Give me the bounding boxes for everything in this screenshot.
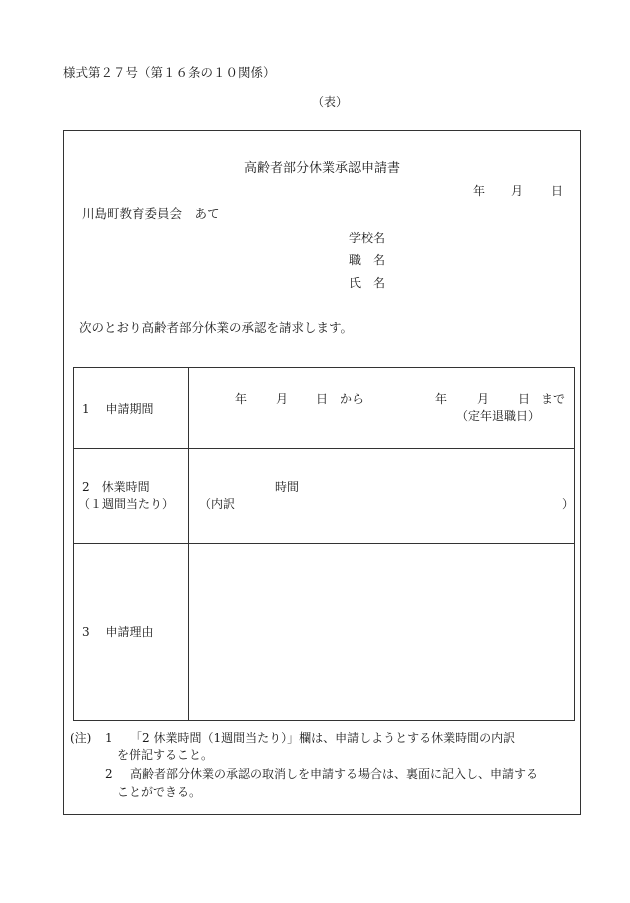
- row1-end-year: 年: [435, 392, 448, 406]
- request-text: 次のとおり高齢者部分休業の承認を請求します。: [79, 320, 354, 335]
- row2-breakdown-open: （内訳: [199, 497, 236, 511]
- date-month: 月: [511, 184, 524, 198]
- row2-hours: 時間: [275, 480, 300, 494]
- table-column-divider: [188, 367, 189, 721]
- row2-label: 2 休業時間: [82, 480, 150, 494]
- note1-line1: 「2 休業時間（1週間当たり）」欄は、申請しようとする休業時間の内訳: [130, 731, 516, 745]
- school-name-label: 学校名: [349, 231, 386, 245]
- note2-line1: 高齢者部分休業の承認の取消しを申請する場合は、裏面に記入し、申請する: [130, 767, 539, 781]
- row2-breakdown-close: ）: [562, 497, 575, 511]
- row1-label: 1 申請期間: [82, 402, 154, 416]
- note2-line2: ことができる。: [117, 785, 202, 799]
- notes-prefix: (注): [70, 731, 92, 745]
- name-label: 氏 名: [349, 276, 386, 290]
- table-row-divider: [73, 543, 575, 544]
- date-year: 年: [473, 184, 486, 198]
- side-label: （表）: [312, 95, 349, 109]
- form-number: 様式第２７号（第１６条の１０関係）: [63, 65, 276, 80]
- note1-line2: を併記すること。: [117, 748, 214, 762]
- row1-start-day: 日: [316, 392, 329, 406]
- row3-label: 3 申請理由: [82, 625, 154, 639]
- position-label: 職 名: [349, 253, 386, 267]
- row1-start-year: 年: [235, 392, 248, 406]
- document-title: 高齢者部分休業承認申請書: [244, 161, 401, 176]
- row1-until: まで: [541, 392, 566, 406]
- date-day: 日: [551, 184, 564, 198]
- note2-number: 2: [105, 767, 113, 781]
- row1-end-day: 日: [518, 392, 531, 406]
- row1-from: から: [340, 392, 365, 406]
- note1-number: 1: [105, 731, 113, 745]
- addressee: 川島町教育委員会 あて: [82, 206, 220, 221]
- row1-note: （定年退職日）: [456, 409, 541, 423]
- row1-start-month: 月: [276, 392, 289, 406]
- table-row-divider: [73, 448, 575, 449]
- row1-end-month: 月: [477, 392, 490, 406]
- row2-label-sub: （１週間当たり）: [78, 497, 175, 511]
